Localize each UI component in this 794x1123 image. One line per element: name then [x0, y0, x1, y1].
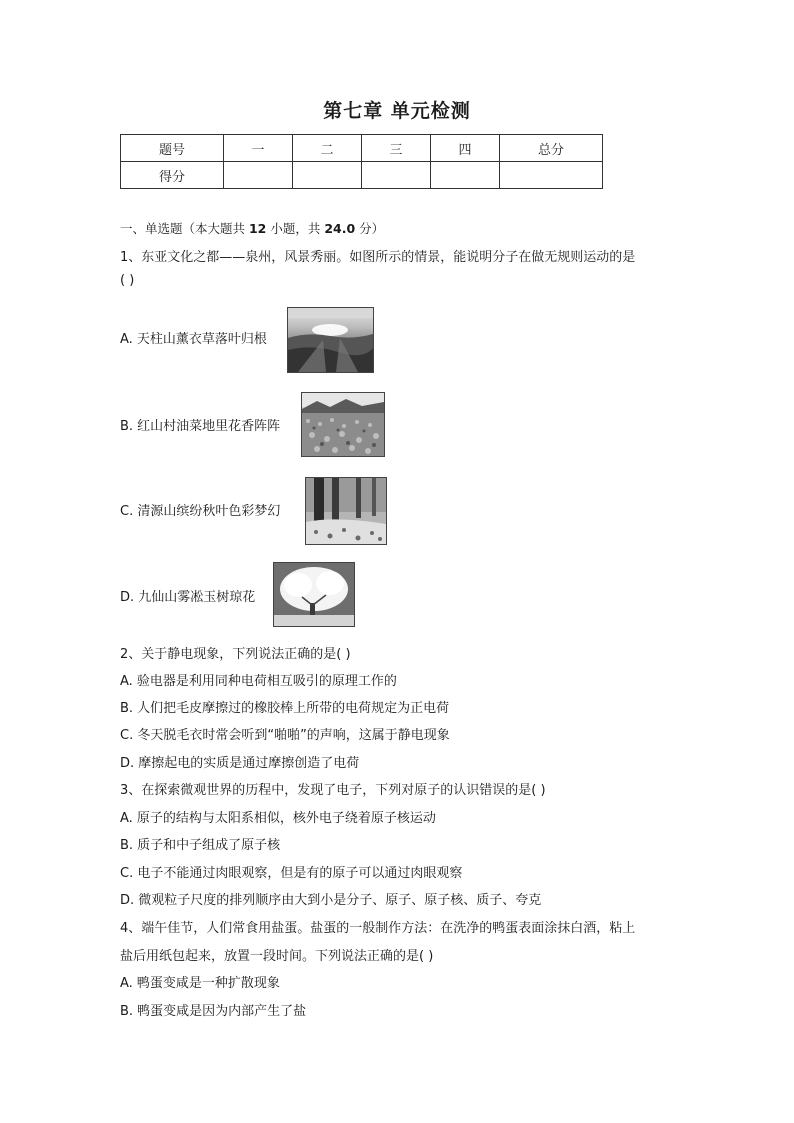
- q4-option-a[interactable]: A. 鸭蛋变咸是一种扩散现象: [120, 976, 280, 991]
- q2-option-a[interactable]: A. 验电器是利用同种电荷相互吸引的原理工作的: [120, 674, 397, 689]
- rime-tree-photo: [273, 562, 355, 627]
- rapeseed-field-photo: [301, 392, 385, 457]
- q4-stem: 4、端午佳节，人们常食用盐蛋。盐蛋的一般制作方法：在洗净的鸭蛋表面涂抹白酒，粘上: [120, 921, 636, 936]
- score-table-header-row: [121, 135, 603, 162]
- score-table: [120, 134, 603, 189]
- q1-option-a[interactable]: [120, 328, 267, 347]
- q2-option-c[interactable]: C. 冬天脱毛衣时常会听到“啪啪”的声响，这属于静电现象: [120, 728, 450, 743]
- score-input-cell[interactable]: [224, 162, 293, 189]
- score-table-score-row: [121, 162, 603, 189]
- autumn-forest-photo: [305, 477, 387, 545]
- score-input-cell[interactable]: [500, 162, 603, 189]
- section-middle: 小题，共: [266, 221, 325, 236]
- score-table-cell: 题号: [121, 135, 224, 162]
- option-label: A. 天柱山薰衣草落叶归根: [120, 332, 267, 347]
- option-label: B. 红山村油菜地里花香阵阵: [120, 419, 281, 434]
- score-table-cell: 得分: [121, 162, 224, 189]
- score-table-cell: 四: [431, 135, 500, 162]
- score-table-cell: 三: [362, 135, 431, 162]
- score-input-cell[interactable]: [431, 162, 500, 189]
- q3-option-b[interactable]: B. 质子和中子组成了原子核: [120, 838, 281, 853]
- q3-option-d[interactable]: D. 微观粒子尺度的排列顺序由大到小是分子、原子、原子核、质子、夸克: [120, 893, 542, 908]
- q4-option-b[interactable]: B. 鸭蛋变咸是因为内部产生了盐: [120, 1004, 307, 1019]
- q1-option-b[interactable]: [120, 415, 280, 434]
- q1-stem-cont: ( ): [120, 273, 135, 288]
- score-table-cell: 二: [293, 135, 362, 162]
- q1-option-c[interactable]: [120, 500, 280, 519]
- score-table-cell: 一: [224, 135, 293, 162]
- option-label: D. 九仙山雾凇玉树琼花: [120, 590, 256, 605]
- q1-stem: 1、东亚文化之都——泉州，风景秀丽。如图所示的情景，能说明分子在做无规则运动的是: [120, 250, 636, 265]
- q2-option-b[interactable]: B. 人们把毛皮摩擦过的橡胶棒上所带的电荷规定为正电荷: [120, 701, 450, 716]
- lavender-field-photo: [287, 307, 374, 373]
- q3-stem: 3、在探索微观世界的历程中，发现了电子，下列对原子的认识错误的是( ): [120, 783, 546, 798]
- section-points: 24.0: [324, 221, 356, 236]
- option-label: C. 清源山缤纷秋叶色彩梦幻: [120, 504, 281, 519]
- q2-stem: 2、关于静电现象，下列说法正确的是( ): [120, 647, 351, 662]
- score-table-cell: 总分: [500, 135, 603, 162]
- score-input-cell[interactable]: [293, 162, 362, 189]
- score-input-cell[interactable]: [362, 162, 431, 189]
- q2-option-d[interactable]: D. 摩擦起电的实质是通过摩擦创造了电荷: [120, 756, 360, 771]
- q4-stem-cont: 盐后用纸包起来，放置一段时间。下列说法正确的是( ): [120, 949, 434, 964]
- q1-option-d[interactable]: [120, 586, 255, 605]
- q3-option-a[interactable]: A. 原子的结构与太阳系相似，核外电子绕着原子核运动: [120, 811, 436, 826]
- section-count: 12: [248, 221, 267, 236]
- section-prefix: 一、单选题（本大题共: [120, 221, 249, 236]
- section-suffix: 分）: [355, 221, 385, 236]
- q3-option-c[interactable]: C. 电子不能通过肉眼观察，但是有的原子可以通过肉眼观察: [120, 866, 463, 881]
- page-title: 第七章 单元检测: [323, 100, 471, 122]
- section-heading: [120, 219, 384, 237]
